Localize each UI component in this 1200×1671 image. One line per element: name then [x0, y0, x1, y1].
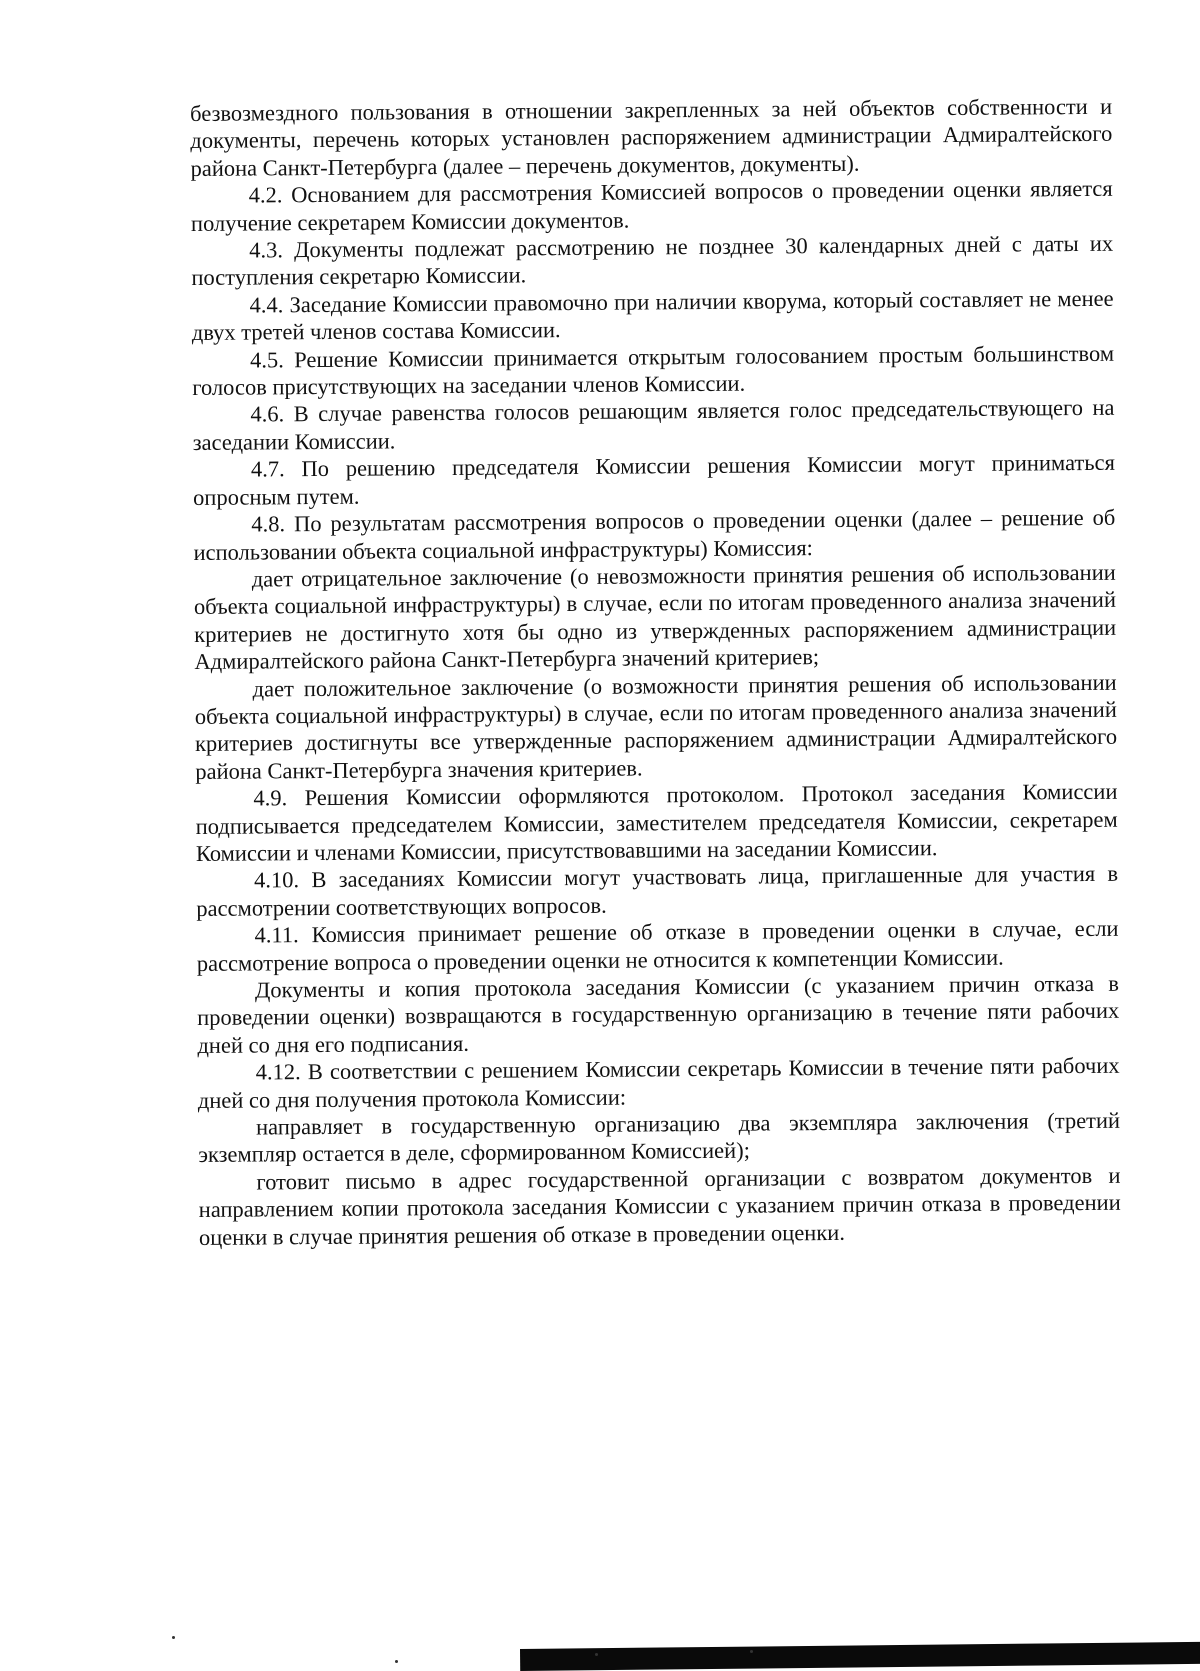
scan-speck — [395, 1660, 398, 1663]
scan-speck — [750, 1650, 753, 1653]
paragraph-4-3: 4.3. Документы подлежат рассмотрению не позднее 30 календарных дней с даты их поступления секретарю Комиссии. — [191, 230, 1114, 291]
scan-speck — [595, 1653, 598, 1656]
paragraph-4-10: 4.10. В заседаниях Комиссии могут участвовать лица, приглашенные для участия в рассмотрении соответствующих вопросов. — [196, 861, 1119, 921]
paragraph-continuation: безвозмездного пользования в отношении закрепленных за ней объектов собственности и документы, перечень которых установлен распоряжением администрации Адмиралтейского района Санкт-Петербурга (далее – перечень документов, документы). — [190, 93, 1113, 181]
paragraph-4-5: 4.5. Решение Комиссии принимается открытым голосованием простым большинством голосов присутствующих на заседании членов Комиссии. — [192, 340, 1115, 401]
paragraph-4-4: 4.4. Заседание Комиссии правомочно при наличии кворума, который составляет не менее двух третей членов состава Комиссии. — [191, 285, 1114, 346]
paragraph-4-12-prepares: готовит письмо в адрес государственной организации с возвратом документов и направлением копии протокола заседания Комиссии с указанием причин отказа в проведении оценки в случае принятия решения об отказе в проведении оценки. — [198, 1162, 1121, 1250]
paragraph-4-8-positive: дает положительное заключение (о возможности принятия решения об использовании объекта социальной инфраструктуры) в случае, если по итогам проведенного анализа значений критериев достигнуты все утвержденные распоряжением администрации Адмиралтейского района Санкт-Петербурга значения критериев. — [194, 669, 1118, 784]
paragraph-4-8: 4.8. По результатам рассмотрения вопросов о проведении оценки (далее – решение об использовании объекта социальной инфраструктуры) Комиссия: — [193, 504, 1116, 565]
paragraph-4-6: 4.6. В случае равенства голосов решающим является голос председательствующего на заседании Комиссии. — [192, 395, 1115, 455]
paragraph-4-12-sends: направляет в государственную организацию два экземпляра заключения (третий экземпляр остается в деле, сформированном Комиссией); — [198, 1107, 1121, 1168]
scan-speck — [172, 1636, 175, 1639]
paragraph-4-11: 4.11. Комиссия принимает решение об отказе в проведении оценки в случае, если рассмотрение вопроса о проведении оценки не относится к компетенции Комиссии. — [196, 915, 1119, 976]
paragraph-4-9: 4.9. Решения Комиссии оформляются протоколом. Протокол заседания Комиссии подписывается председателем Комиссии, заместителем председателя Комиссии, секретарем Комиссии и членами Комиссии, присутствовавшими на заседании Комиссии. — [195, 778, 1118, 866]
paragraph-4-12: 4.12. В соответствии с решением Комиссии секретарь Комиссии в течение пяти рабочих дней со дня получения протокола Комиссии: — [197, 1052, 1120, 1113]
paragraph-4-2: 4.2. Основанием для рассмотрения Комиссией вопросов о проведении оценки является получение секретарем Комиссии документов. — [190, 175, 1113, 236]
paragraph-4-11-documents: Документы и копия протокола заседания Комиссии (с указанием причин отказа в проведении оценки) возвращаются в государственную организацию в течение пяти рабочих дней со дня его подписания. — [197, 970, 1120, 1058]
paragraph-4-8-negative: дает отрицательное заключение (о невозможности принятия решения об использовании объекта социальной инфраструктуры) в случае, если по итогам проведенного анализа значений критериев не достигнуто хотя бы одно из утвержденных распоряжением администрации Адмиралтейского района Санкт-Петербурга значений критериев; — [193, 559, 1117, 675]
document-page — [190, 93, 1121, 1251]
paragraph-4-7: 4.7. По решению председателя Комиссии решения Комиссии могут приниматься опросным путем. — [193, 450, 1115, 510]
